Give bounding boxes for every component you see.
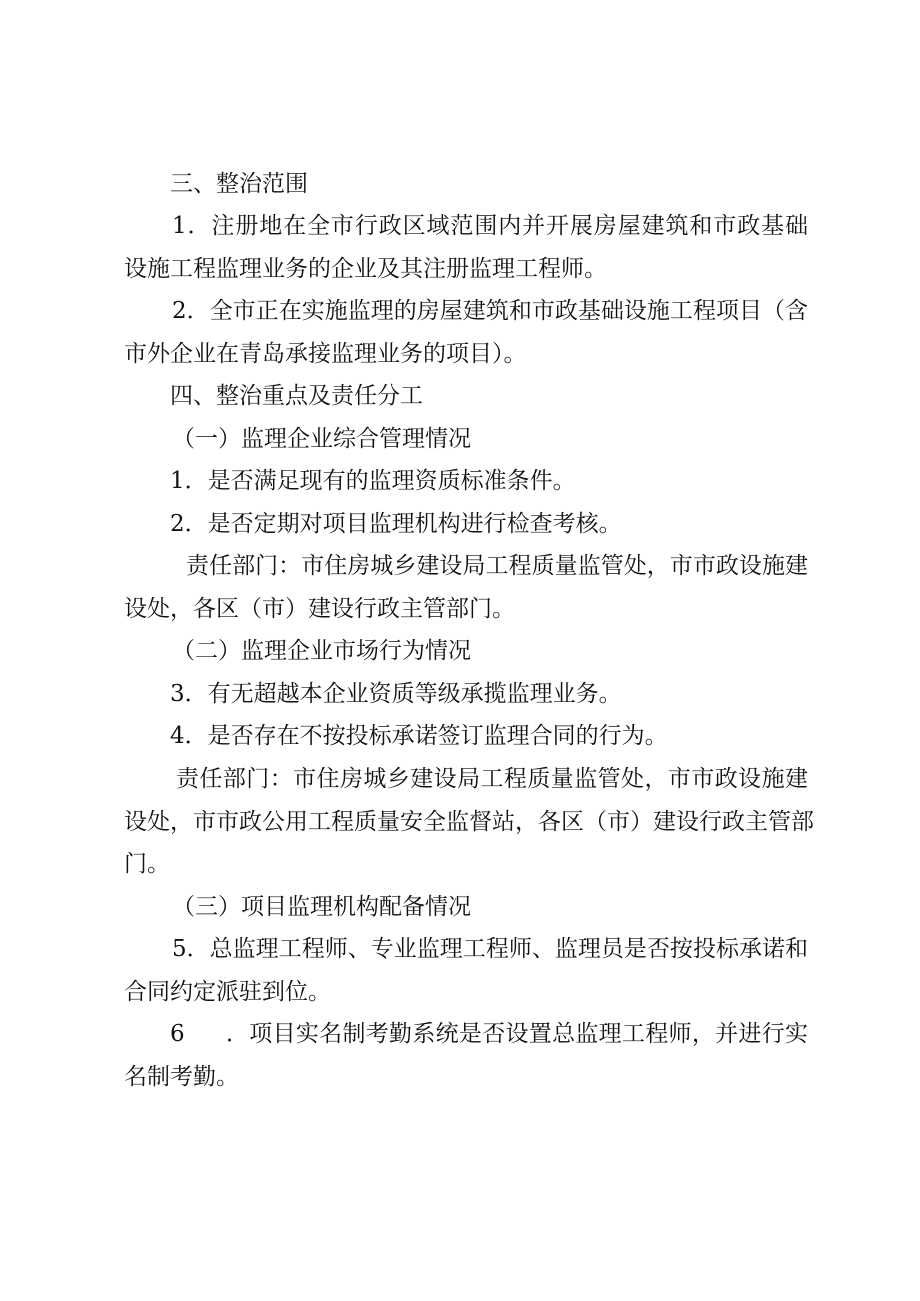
subsection-2-item-4: 4．是否存在不按投标承诺签订监理合同的行为。 — [170, 723, 668, 749]
section-3-heading: 三、整治范围 — [170, 171, 308, 197]
subsection-3-heading: （三）项目监理机构配备情况 — [172, 894, 471, 920]
subsection-2-responsibility-line-2: 设处，市市政公用工程质量安全监督站，各区（市）建设行政主管部 — [124, 809, 814, 835]
subsection-2-responsibility-line-3: 门。 — [124, 851, 170, 877]
subsection-3-item-6-line-1: ．项目实名制考勤系统是否设置总监理工程师，并进行实 — [226, 1021, 808, 1047]
subsection-3-item-5-line-1: 5．总监理工程师、专业监理工程师、监理员是否按投标承诺和 — [172, 936, 808, 962]
subsection-2-heading: （二）监理企业市场行为情况 — [172, 638, 471, 664]
section-3-item-2-line-2: 市外企业在青岛承接监理业务的项目）。 — [124, 341, 527, 367]
subsection-1-heading: （一）监理企业综合管理情况 — [172, 426, 471, 452]
subsection-2-responsibility-line-1: 责任部门：市住房城乡建设局工程质量监管处，市市政设施建 — [176, 766, 808, 792]
subsection-3-item-6-number: 6 — [170, 1021, 185, 1047]
subsection-1-item-2: 2．是否定期对项目监理机构进行检查考核。 — [170, 511, 622, 537]
subsection-2-item-3: 3．有无超越本企业资质等级承揽监理业务。 — [170, 681, 622, 707]
subsection-1-responsibility-line-2: 设处，各区（市）建设行政主管部门。 — [124, 596, 515, 622]
subsection-1-responsibility-line-1: 责任部门：市住房城乡建设局工程质量监管处，市市政设施建 — [186, 553, 808, 579]
section-3-item-1-line-2: 设施工程监理业务的企业及其注册监理工程师。 — [124, 256, 607, 282]
section-3-item-2-line-1: 2．全市正在实施监理的房屋建筑和市政基础设施工程项目（含 — [172, 298, 808, 324]
subsection-3-item-5-line-2: 合同约定派驻到位。 — [124, 979, 331, 1005]
section-4-heading: 四、整治重点及责任分工 — [170, 383, 423, 409]
subsection-3-item-6-line-2: 名制考勤。 — [124, 1064, 239, 1090]
section-3-item-1-line-1: 1．注册地在全市行政区域范围内并开展房屋建筑和市政基础 — [172, 213, 808, 239]
subsection-1-item-1: 1．是否满足现有的监理资质标准条件。 — [170, 468, 576, 494]
